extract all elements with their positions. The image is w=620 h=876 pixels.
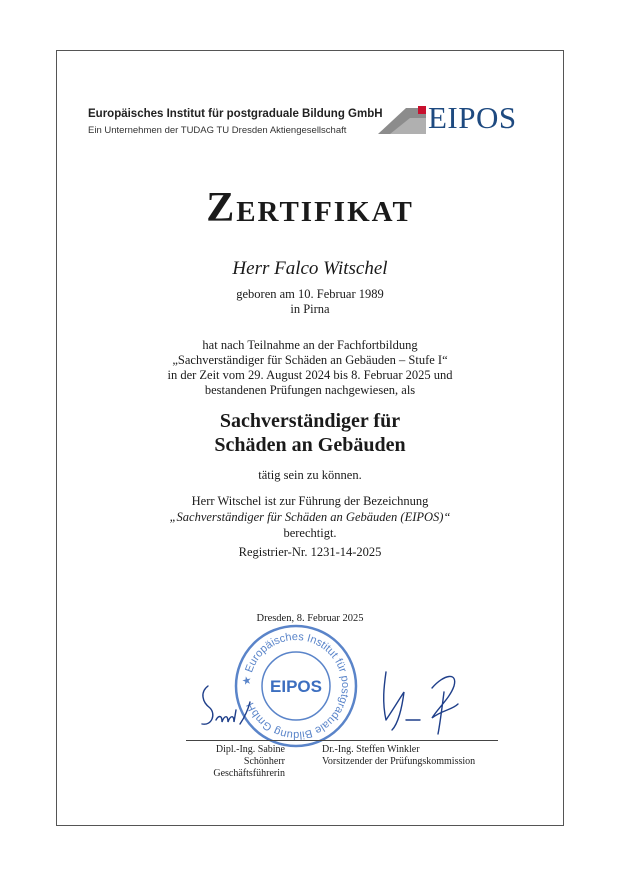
- recipient-name: Herr Falco Witschel: [232, 258, 388, 279]
- body-line-1: hat nach Teilnahme an der Fachfortbildung: [202, 338, 418, 352]
- signer-right-role: Vorsitzender der Prüfungskommission: [322, 756, 476, 767]
- eipos-logo: [376, 100, 528, 136]
- seal-ring-text: ★ Europäisches Institut für postgraduale Bildung GmbH: [240, 630, 352, 742]
- authorization-line-1: Herr Witschel ist zur Führung der Bezeichnung: [191, 494, 429, 508]
- institute-subtitle: Ein Unternehmen der TUDAG TU Dresden Aktiengesellschaft: [88, 125, 347, 136]
- authorization-line-3: berechtigt.: [283, 526, 337, 540]
- signer-right: [322, 744, 492, 768]
- body-line-4: bestandenen Prüfungen nachgewiesen, als: [204, 383, 416, 397]
- signer-left-name: Dipl.-Ing. Sabine Schönherr: [215, 744, 285, 767]
- authorization-line-2: „Sachverständiger für Schäden an Gebäuden (EIPOS)“: [169, 510, 451, 524]
- signature-left: [196, 680, 254, 736]
- institute-name: Europäisches Institut für postgraduale Bildung GmbH: [88, 108, 383, 120]
- birth-place: in Pirna: [290, 302, 330, 316]
- birth-date: geboren am 10. Februar 1989: [236, 287, 384, 301]
- signature-right: [372, 668, 472, 738]
- registration-number: Registrier-Nr. 1231-14-2025: [238, 545, 382, 559]
- logo-wedge-icon: [376, 100, 428, 136]
- place-date: Dresden, 8. Februar 2025: [256, 613, 364, 624]
- body-line-3: in der Zeit vom 29. August 2024 bis 8. Februar 2025 und: [167, 368, 453, 382]
- logo-text: EIPOS: [428, 100, 517, 135]
- certificate-title: Zertifikat: [206, 185, 414, 231]
- qualification-line-2: Schäden an Gebäuden: [214, 434, 406, 456]
- signer-left: [189, 744, 285, 780]
- signer-left-role: Geschäftsführerin: [213, 768, 285, 779]
- signer-right-name: Dr.-Ing. Steffen Winkler: [322, 744, 420, 755]
- qualification-line-1: Sachverständiger für: [219, 410, 401, 432]
- closing-line: tätig sein zu können.: [258, 468, 362, 482]
- signature-rule: [186, 740, 498, 741]
- seal-center-text: EIPOS: [270, 677, 322, 696]
- body-line-2: „Sachverständiger für Schäden an Gebäuden – Stufe I“: [172, 353, 448, 367]
